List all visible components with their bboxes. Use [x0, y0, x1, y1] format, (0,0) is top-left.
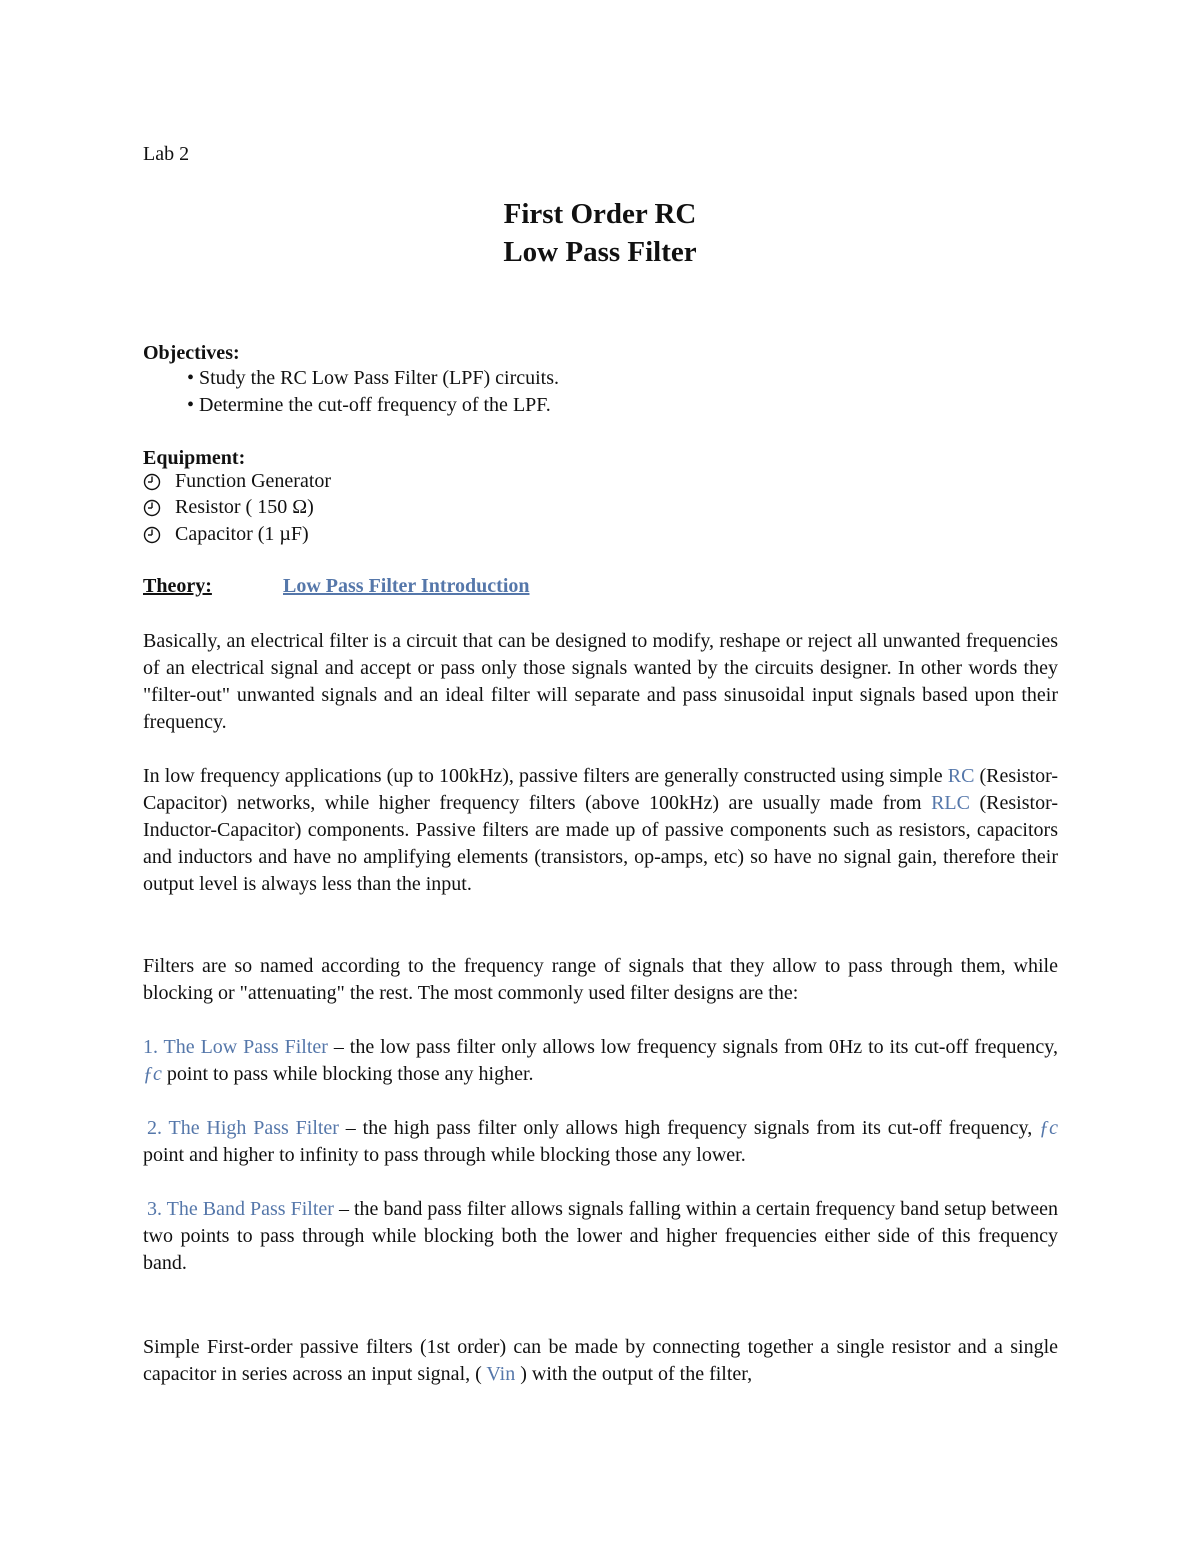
paragraph-text: – the low pass filter only allows low frequency signals from 0Hz to its cut-off frequency, [327, 1036, 1058, 1058]
theory-line [143, 575, 530, 598]
objectives-heading: Objectives: [143, 342, 240, 364]
title-line-1: First Order RC [503, 198, 697, 230]
equipment-label: Resistor ( 150 Ω) [175, 496, 314, 518]
low-pass-filter-intro-link[interactable]: Low Pass Filter Introduction [283, 575, 530, 597]
clock-bullet-icon [143, 499, 161, 517]
band-pass-filter-name: 3. The Band Pass Filter [147, 1198, 334, 1220]
paragraph-text: – the band pass filter allows signals falling within a certain frequency band setup between two points to pass through while blocking both the lower and higher frequencies either side of this frequency band. [143, 1198, 1058, 1274]
paragraph-text: point and higher to infinity to pass through while blocking those any lower. [143, 1144, 746, 1166]
vin-term: Vin [486, 1363, 516, 1385]
band-pass-filter-item [143, 1196, 1058, 1277]
intro-paragraph: Basically, an electrical filter is a circuit that can be designed to modify, reshape or reject all unwanted frequencies of an electrical signal and accept or pass only those signals wanted by the circuits designer. In other words they "filter-out" unwanted signals and an ideal filter will separate and pass sinusoidal input signals based upon their frequency. [143, 630, 1058, 733]
passive-filters-paragraph [143, 763, 1058, 898]
low-pass-filter-name: 1. The Low Pass Filter [143, 1036, 328, 1058]
paragraph-text: point to pass while blocking those any higher. [161, 1063, 534, 1085]
title-line-2: Low Pass Filter [503, 236, 697, 268]
paragraph-text: ) with the output of the filter, [515, 1363, 753, 1385]
high-pass-filter-item [143, 1115, 1058, 1169]
paragraph-text: Simple First-order passive filters (1st order) can be made by connecting together a single resistor and a single capacitor in series across an input signal, ( [143, 1336, 1058, 1385]
clock-bullet-icon [143, 526, 161, 544]
theory-heading: Theory: [143, 575, 212, 597]
paragraph-text: In low frequency applications (up to 100kHz), passive filters are generally constructed using simple [143, 765, 948, 787]
filter-types-paragraph: Filters are so named according to the frequency range of signals that they allow to pass through them, while blocking or "attenuating" the rest. The most commonly used filter designs are the: [143, 955, 1058, 1004]
objective-item: • Study the RC Low Pass Filter (LPF) circuits. [187, 367, 560, 389]
objective-item: • Determine the cut-off frequency of the LPF. [187, 394, 551, 416]
fc-symbol: ƒc [1039, 1117, 1058, 1139]
paragraph-text: (Resistor-Capacitor) networks, while higher frequency filters (above 100kHz) are usually made from [143, 765, 1058, 814]
fc-symbol: ƒc [143, 1063, 162, 1085]
equipment-label: Function Generator [175, 470, 332, 492]
high-pass-filter-name: 2. The High Pass Filter [147, 1117, 339, 1139]
equipment-item [143, 470, 331, 493]
low-pass-filter-item [143, 1034, 1058, 1088]
equipment-label: Capacitor (1 µF) [175, 523, 309, 545]
first-order-paragraph [143, 1334, 1058, 1388]
rc-term: RC [947, 765, 975, 787]
equipment-heading: Equipment: [143, 447, 246, 469]
paragraph-text: – the high pass filter only allows high frequency signals from its cut-off frequency, [338, 1117, 1040, 1139]
equipment-item [143, 523, 309, 546]
paragraph-text: (Resistor-Inductor-Capacitor) components. Passive filters are made up of passive components such as resistors, capacitors and inductors and have no amplifying elements (transistors, op-amps, etc) so have no signal gain, therefore their output level is always less than the input. [143, 792, 1058, 895]
clock-bullet-icon [143, 473, 161, 491]
lab-number: Lab 2 [143, 143, 190, 165]
rlc-term: RLC [931, 792, 970, 814]
equipment-item [143, 496, 314, 519]
